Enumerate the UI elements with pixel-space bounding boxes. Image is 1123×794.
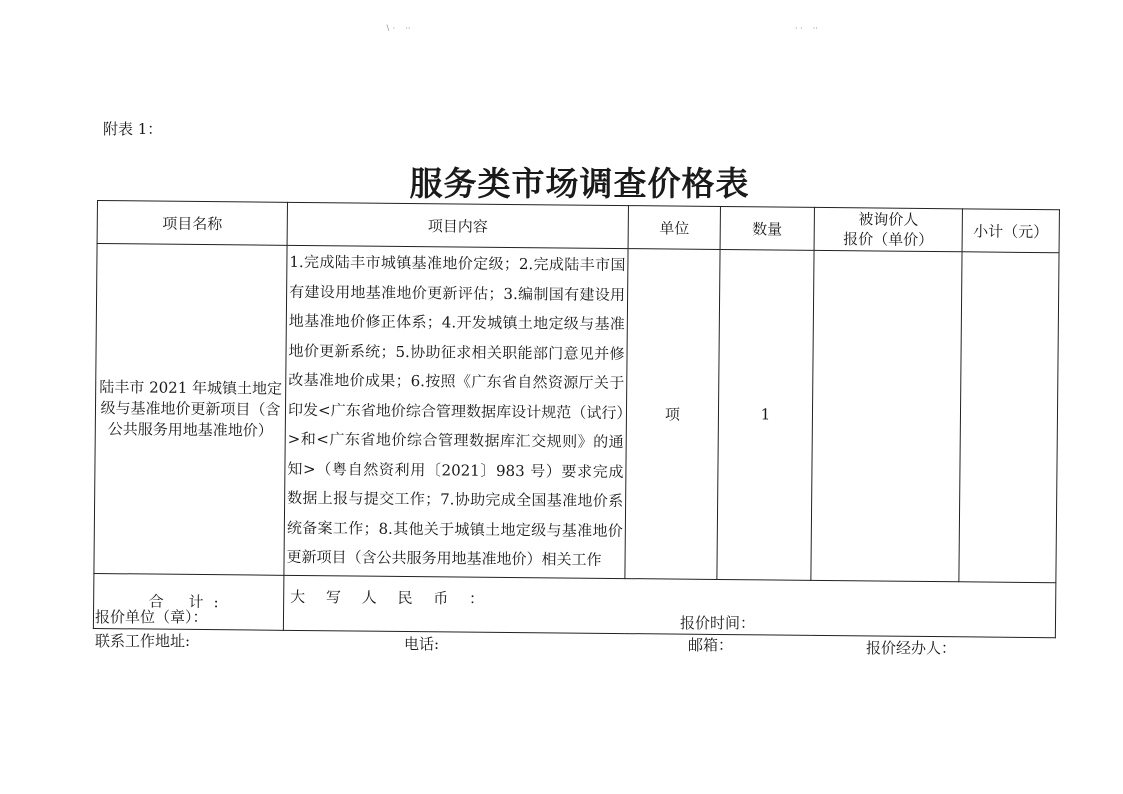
page-title: 服务类市场调查价格表 xyxy=(409,164,750,203)
footer-address: 联系工作地址: xyxy=(95,632,191,650)
header-quoted-price-line2: 报价（单价） xyxy=(843,230,934,250)
price-table xyxy=(93,200,1060,638)
header-unit: 单位 xyxy=(628,206,720,250)
footer-quote-unit: 报价单位（章）： xyxy=(95,608,208,626)
cell-unit: 项 xyxy=(625,249,720,579)
cell-quoted-price[interactable] xyxy=(811,250,962,581)
table-row xyxy=(94,244,1059,583)
total-row xyxy=(93,573,1055,637)
cell-project-content: 1.完成陆丰市城镇基准地价定级；2.完成陆丰市国有建设用地基准地价更新评估；3.编制国有建设用地基准地价修正体系；4.开发城镇土地定级与基准地价更新系统；5.协助征求相关职能部门意见并修改基准地价成果；6.按照《广东省自然资源厅关于印发<广东省地价综合管理数据库设计规范（试行）>和<广东省地价综合管理数据库汇交规则》的通知>（粤自然资利用〔2021〕983 号）要求完成数据上报与提交工作；7.协助完成全国基准地价系统备案工作；8.其他关于城镇土地定级与基准地价更新项目（含公共服务用地基准地价）相关工作 xyxy=(284,245,628,578)
footer-email: 邮箱： xyxy=(688,636,734,654)
footer-phone: 电话: xyxy=(404,635,440,653)
cell-subtotal[interactable] xyxy=(959,252,1059,582)
cell-quantity: 1 xyxy=(717,249,814,579)
header-quoted-price xyxy=(814,207,962,251)
header-subtotal: 小计（元） xyxy=(962,209,1059,253)
scan-mark-right: · · ·· xyxy=(795,24,818,33)
header-quoted-price-line1: 被询价人 xyxy=(858,210,919,229)
scan-mark-left: ∖ · ·· xyxy=(385,24,411,33)
total-label: 合 计: xyxy=(93,573,284,630)
footer-handler: 报价经办人： xyxy=(866,639,957,657)
cell-project-name: 陆丰市 2021 年城镇土地定级与基准地价更新项目（含公共服务用地基准地价） xyxy=(94,244,287,575)
total-amount-field[interactable]: 大 写 人 民 币 ： xyxy=(283,575,1055,637)
annex-label: 附表 1： xyxy=(103,120,163,138)
header-project-name: 项目名称 xyxy=(97,201,287,246)
header-quantity: 数量 xyxy=(720,206,814,250)
footer-quote-time: 报价时间： xyxy=(680,614,756,632)
header-project-content: 项目内容 xyxy=(287,202,628,248)
